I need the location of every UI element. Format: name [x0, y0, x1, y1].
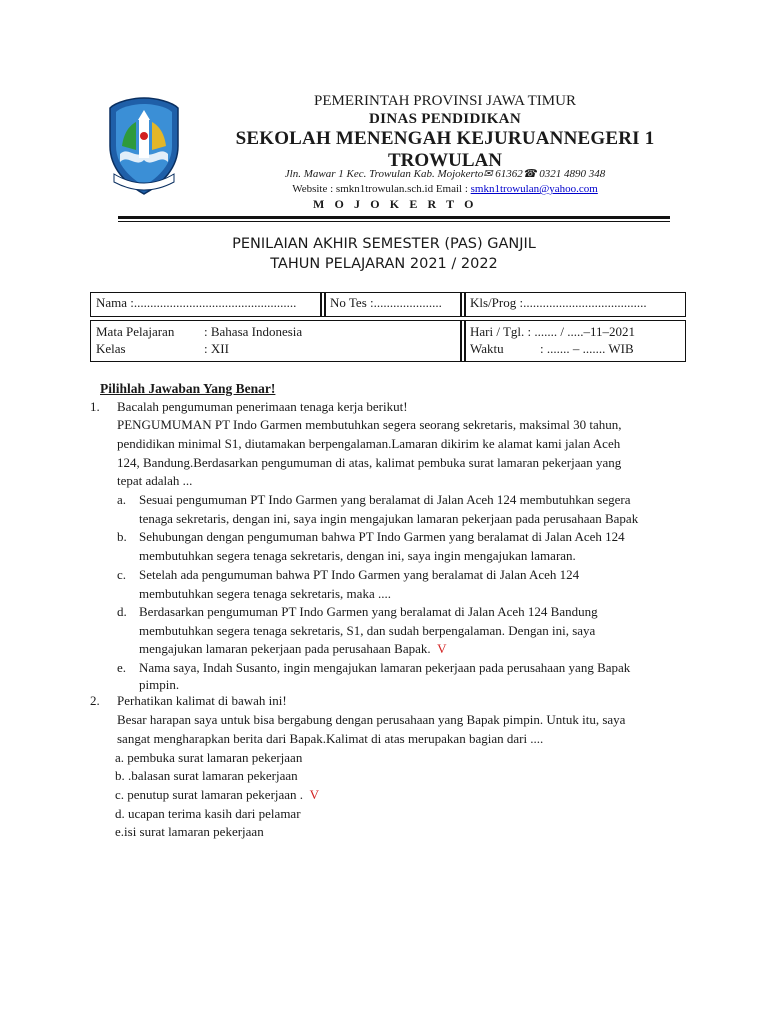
question-text: sangat mengharapkan berita dari Bapak.Kalimat di atas merupakan bagian dari ....	[117, 731, 544, 746]
letterhead-address: Jln. Mawar 1 Kec. Trowulan Kab. Mojokerto✉ 61362☎ 0321 4890 348	[284, 168, 606, 180]
option-label: b.	[117, 529, 127, 544]
letterhead-divider-thin	[118, 221, 670, 222]
option-label: c.	[117, 567, 127, 582]
question-text: pendidikan minimal S1, diutamakan berpengalaman.Lamaran dikirim ke alamat kami jalan Aceh	[117, 436, 621, 451]
time-label: Waktu	[470, 341, 504, 356]
option-text[interactable]: membutuhkan segera tenaga sekretaris, dengan ini, saya ingin mengajukan lamaran.	[139, 548, 576, 563]
class-label: Kelas	[96, 341, 126, 356]
letterhead-government: PEMERINTAH PROVINSI JAWA TIMUR	[314, 93, 576, 109]
box-divider	[320, 293, 322, 316]
question-text: tepat adalah ...	[117, 473, 193, 488]
letterhead-department: DINAS PENDIDIKAN	[369, 111, 521, 127]
class-program-field[interactable]: Kls/Prog :......................................	[470, 295, 647, 310]
letterhead-school-name: SEKOLAH MENENGAH KEJURUANNEGERI 1	[235, 128, 655, 149]
subject-label: Mata Pelajaran	[96, 324, 175, 339]
answer-check-mark: V	[437, 641, 447, 656]
instruction-heading: Pilihlah Jawaban Yang Benar!	[100, 381, 276, 396]
letterhead-school-location: TROWULAN	[387, 150, 502, 171]
box-divider	[460, 321, 462, 361]
option-text: mengajukan lamaran pekerjaan pada perusahaan Bapak.	[139, 641, 431, 656]
exam-details-box	[90, 320, 686, 362]
option-text[interactable]: Berdasarkan pengumuman PT Indo Garmen yang beralamat di Jalan Aceh 124 Bandung	[139, 604, 598, 619]
option-text: c. penutup surat lamaran pekerjaan .	[115, 787, 304, 802]
option-text[interactable]: Sesuai pengumuman PT Indo Garmen yang beralamat di Jalan Aceh 124 membutuhkan segera	[139, 492, 631, 507]
name-field[interactable]: Nama :..................................................	[96, 295, 297, 310]
option-text[interactable]: pimpin.	[139, 677, 180, 692]
test-number-field[interactable]: No Tes :.....................	[330, 295, 442, 310]
option-text[interactable]: d. ucapan terima kasih dari pelamar	[115, 806, 301, 821]
student-identity-box	[90, 292, 686, 317]
date-time-cell	[465, 321, 685, 361]
question-text: 124, Bandung.Berdasarkan pengumuman di atas, kalimat pembuka surat lamaran pekerjaan yang	[117, 455, 622, 470]
subject-value: : Bahasa Indonesia	[204, 324, 303, 339]
exam-year: TAHUN PELAJARAN 2021 / 2022	[270, 256, 498, 272]
option-text[interactable]: membutuhkan segera tenaga sekretaris, maka ....	[139, 586, 391, 601]
question-number: 1.	[90, 399, 100, 414]
option-label: a.	[117, 492, 127, 507]
answer-check-mark: V	[309, 787, 319, 802]
question-text: Besar harapan saya untuk bisa bergabung dengan perusahaan yang Bapak pimpin. Untuk itu, saya	[117, 712, 626, 727]
option-label: d.	[117, 604, 127, 619]
option-text-correct[interactable]	[139, 641, 447, 657]
letterhead-city: M O J O K E R T O	[313, 197, 478, 211]
option-label: e.	[117, 660, 127, 675]
box-divider	[460, 293, 462, 316]
letterhead-contact	[210, 183, 680, 195]
question-number: 2.	[90, 693, 100, 708]
exam-title: PENILAIAN AKHIR SEMESTER (PAS) GANJIL	[232, 236, 536, 252]
school-crest-logo	[106, 96, 182, 196]
question-text: Bacalah pengumuman penerimaan tenaga kerja berikut!	[117, 399, 408, 414]
date-field[interactable]: Hari / Tgl. : ....... / .....–11–2021	[470, 324, 636, 339]
option-text[interactable]: e.isi surat lamaran pekerjaan	[115, 824, 264, 839]
option-text[interactable]: tenaga sekretaris, dengan ini, saya ingin mengajukan lamaran pekerjaan pada perusahaan Bapak	[139, 511, 639, 526]
letterhead-divider-thick	[118, 216, 670, 219]
question-text: PENGUMUMAN PT Indo Garmen membutuhkan segera seorang sekretaris, maksimal 30 tahun,	[117, 417, 622, 432]
question-text: Perhatikan kalimat di bawah ini!	[117, 693, 287, 708]
option-text[interactable]: membutuhkan segera tenaga sekretaris, S1, dan sudah berpengalaman. Dengan ini, saya	[139, 623, 596, 638]
email-link[interactable]: smkn1trowulan@yahoo.com	[470, 183, 598, 195]
time-field[interactable]: : ....... – ....... WIB	[540, 341, 634, 356]
option-text[interactable]: Setelah ada pengumuman bahwa PT Indo Garmen yang beralamat di Jalan Aceh 124	[139, 567, 580, 582]
class-value: : XII	[204, 341, 229, 356]
option-text[interactable]: b. .balasan surat lamaran pekerjaan	[115, 768, 298, 783]
option-text[interactable]: a. pembuka surat lamaran pekerjaan	[115, 750, 303, 765]
option-text[interactable]: Nama saya, Indah Susanto, ingin mengajukan lamaran pekerjaan pada perusahaan yang Bapak	[139, 660, 631, 675]
subject-class-cell	[91, 321, 461, 361]
option-text-correct[interactable]	[115, 787, 319, 803]
option-text[interactable]: Sehubungan dengan pengumuman bahwa PT Indo Garmen yang beralamat di Jalan Aceh 124	[139, 529, 625, 544]
website-text: Website : smkn1trowulan.sch.id Email :	[292, 183, 471, 195]
